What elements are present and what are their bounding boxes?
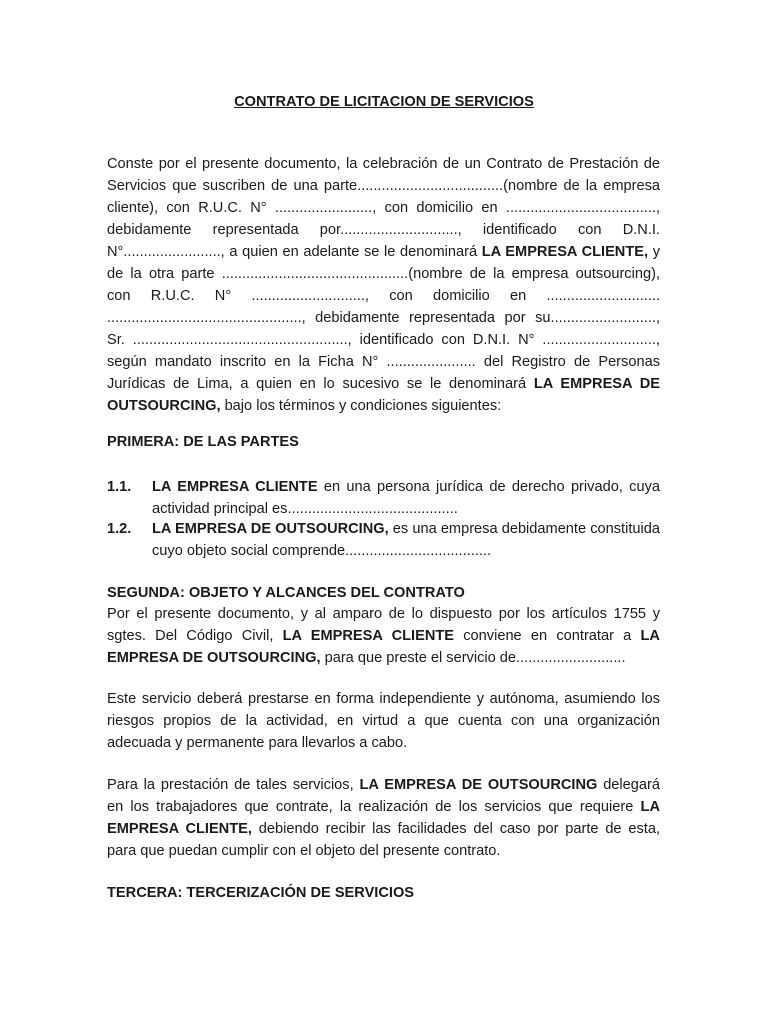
intro-paragraph <box>107 153 660 417</box>
intro-bold-2: LA EMPRESA DE OUTSOURCING, <box>107 376 660 414</box>
clause-body: es una empresa debidamente constituida cuyo objeto social comprende.................................... <box>152 521 660 559</box>
segunda-p3-bold-1: LA EMPRESA DE OUTSOURCING <box>359 777 598 793</box>
clause-text <box>152 476 660 520</box>
section-heading-tercera: TERCERA: TERCERIZACIÓN DE SERVICIOS <box>107 885 415 901</box>
intro-text-3: bajo los términos y condiciones siguientes: <box>220 398 502 414</box>
segunda-paragraph-2: Este servicio deberá prestarse en forma independiente y autónoma, asumiendo los riesgos propios de la actividad, en virtud a que cuenta con una organización adecuada y permanente para llevarlos a cabo. <box>107 691 660 751</box>
segunda-p3-text-1: Para la prestación de tales servicios, <box>107 777 360 793</box>
clause-item-1-1 <box>107 476 660 520</box>
segunda-p1-bold-1: LA EMPRESA CLIENTE <box>282 628 455 644</box>
clause-text <box>152 518 660 562</box>
clause-number: 1.2. <box>107 521 132 537</box>
section-heading-primera: PRIMERA: DE LAS PARTES <box>107 434 299 450</box>
segunda-p1-text-1: Por el presente documento, y al amparo de lo dispuesto por los artículos 1755 y sgtes. Del Código Civil, <box>107 606 660 644</box>
clause-bold: LA EMPRESA CLIENTE <box>152 479 318 495</box>
intro-bold-1: LA EMPRESA CLIENTE, <box>481 244 649 260</box>
clause-bold: LA EMPRESA DE OUTSOURCING, <box>152 521 389 537</box>
clause-number: 1.1. <box>107 479 132 495</box>
section-heading-segunda: SEGUNDA: OBJETO Y ALCANCES DEL CONTRATO <box>107 585 465 601</box>
segunda-p1-text-2: conviene en contratar a <box>454 628 641 644</box>
segunda-paragraph-1 <box>107 603 660 669</box>
segunda-p3-bold-2: LA EMPRESA CLIENTE, <box>107 799 660 837</box>
clause-body: en una persona jurídica de derecho privado, cuya actividad principal es.......................................... <box>152 479 660 517</box>
intro-text-1: Conste por el presente documento, la celebración de un Contrato de Prestación de Servicios que suscriben de una parte....................................(nombre de la empresa cliente), con R.U.C. N° ........................, con domicilio en ....................................., debidamente representada por............................., identificado con D.N.I. N°........................, a quien en adelante se le denominará <box>107 156 660 260</box>
segunda-p3-text-2: delegará en los trabajadores que contrate, la realización de los servicios que requiere <box>107 777 660 815</box>
document-title: CONTRATO DE LICITACION DE SERVICIOS <box>234 94 534 110</box>
segunda-p3-text-3: debiendo recibir las facilidades del caso por parte de esta, para que puedan cumplir con el objeto del presente contrato. <box>107 821 661 859</box>
intro-text-2: y de la otra parte ..............................................(nombre de la empresa outsourcing), con R.U.C. N° ............................, con domicilio en ............................ ................................................, debidamente representada por su.........................., Sr. ....................................................., identificado con D.N.I. N° ............................, según mandato inscrito en la Ficha N° ...................... del Registro de Personas Jurídicas de Lima, a quien en lo sucesivo se le denominará <box>107 244 660 392</box>
clause-item-1-2 <box>107 518 660 562</box>
segunda-p1-text-3: para que preste el servicio de........................... <box>320 650 626 666</box>
segunda-p1-bold-2: LA EMPRESA DE OUTSOURCING, <box>107 628 660 666</box>
segunda-paragraph-3 <box>107 774 660 862</box>
